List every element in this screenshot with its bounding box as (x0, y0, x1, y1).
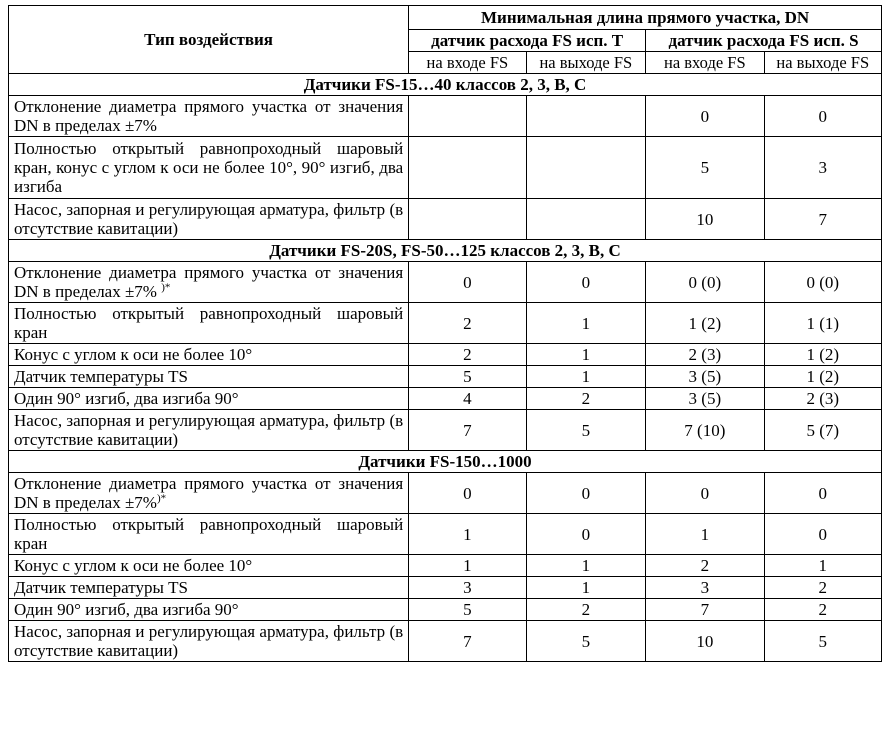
t-outlet-value: 0 (526, 514, 646, 555)
table-row (9, 96, 882, 137)
impact-description (9, 599, 409, 621)
t-inlet-value (409, 96, 526, 137)
s-inlet-value: 2 (646, 555, 764, 577)
s-inlet-value: 1 (2) (646, 303, 764, 344)
impact-description (9, 303, 409, 344)
t-outlet-value: 5 (526, 621, 646, 662)
impact-description (9, 366, 409, 388)
s-outlet-value: 2 (764, 577, 881, 599)
impact-label: Полностью открытый равнопроходный шаровый кран (14, 304, 404, 342)
s-inlet-value: 0 (646, 473, 764, 514)
impact-description (9, 621, 409, 662)
table-row (9, 262, 882, 303)
impact-label: Насос, запорная и регулирующая арматура, фильтр (в отсутствие кавитации) (14, 622, 404, 660)
t-inlet-value: 5 (409, 599, 526, 621)
s-inlet-value: 0 (646, 96, 764, 137)
s-inlet-value: 10 (646, 621, 764, 662)
impact-label: Конус с углом к оси не более 10° (14, 345, 253, 364)
impact-label: Конус с углом к оси не более 10° (14, 556, 253, 575)
s-inlet-value: 7 (646, 599, 764, 621)
impact-label: Отклонение диаметра прямого участка от значения DN в пределах ±7% (14, 263, 404, 301)
header-type: Тип воздействия (9, 6, 409, 74)
straight-run-table (8, 5, 882, 662)
impact-label: Отклонение диаметра прямого участка от значения DN в пределах ±7% (14, 97, 404, 135)
section-header-row (9, 74, 882, 96)
s-inlet-value: 10 (646, 199, 764, 240)
table-body (9, 74, 882, 662)
t-inlet-value: 0 (409, 473, 526, 514)
s-inlet-value: 1 (646, 514, 764, 555)
s-inlet-value: 5 (646, 137, 764, 199)
impact-label: Датчик температуры TS (14, 578, 188, 597)
impact-label: Насос, запорная и регулирующая арматура, фильтр (в отсутствие кавитации) (14, 200, 404, 238)
section-header-row (9, 240, 882, 262)
s-outlet-value: 0 (764, 473, 881, 514)
t-inlet-value (409, 199, 526, 240)
impact-description (9, 137, 409, 199)
impact-description (9, 262, 409, 303)
impact-label: Насос, запорная и регулирующая арматура, фильтр (в отсутствие кавитации) (14, 411, 404, 449)
impact-description (9, 96, 409, 137)
impact-description (9, 410, 409, 451)
s-outlet-value: 5 (764, 621, 881, 662)
table-row (9, 410, 882, 451)
footnote-mark: )* (156, 492, 167, 505)
impact-description (9, 473, 409, 514)
t-outlet-value (526, 137, 646, 199)
header-sensor-s: датчик расхода FS исп. S (646, 30, 882, 52)
section-title: Датчики FS-150…1000 (9, 451, 882, 473)
t-inlet-value: 0 (409, 262, 526, 303)
section-header-row (9, 451, 882, 473)
s-outlet-value: 7 (764, 199, 881, 240)
t-inlet-value: 4 (409, 388, 526, 410)
t-inlet-value: 1 (409, 514, 526, 555)
t-inlet-value: 7 (409, 410, 526, 451)
s-inlet-value: 7 (10) (646, 410, 764, 451)
table-row (9, 599, 882, 621)
t-outlet-value (526, 96, 646, 137)
impact-description (9, 555, 409, 577)
impact-description (9, 577, 409, 599)
table-header (9, 6, 882, 74)
table-row (9, 577, 882, 599)
s-inlet-value: 3 (5) (646, 366, 764, 388)
impact-label: Полностью открытый равнопроходный шаровый кран, конус с углом к оси не более 10°, 90° изгиб, два изгиба (14, 139, 404, 196)
t-outlet-value: 0 (526, 262, 646, 303)
table-row (9, 199, 882, 240)
header-s-outlet: на выходе FS (764, 52, 881, 74)
impact-description (9, 199, 409, 240)
impact-label: Датчик температуры TS (14, 367, 188, 386)
t-inlet-value (409, 137, 526, 199)
s-outlet-value: 0 (764, 96, 881, 137)
table-row (9, 514, 882, 555)
t-inlet-value: 7 (409, 621, 526, 662)
t-outlet-value: 2 (526, 599, 646, 621)
t-outlet-value: 1 (526, 303, 646, 344)
s-outlet-value: 1 (2) (764, 344, 881, 366)
s-outlet-value: 0 (764, 514, 881, 555)
table-row (9, 555, 882, 577)
s-outlet-value: 2 (764, 599, 881, 621)
t-inlet-value: 2 (409, 303, 526, 344)
t-inlet-value: 1 (409, 555, 526, 577)
s-inlet-value: 2 (3) (646, 344, 764, 366)
impact-description (9, 514, 409, 555)
table-row (9, 621, 882, 662)
s-inlet-value: 3 (646, 577, 764, 599)
table-row (9, 388, 882, 410)
t-outlet-value: 1 (526, 577, 646, 599)
section-title: Датчики FS-20S, FS-50…125 классов 2, 3, B, C (9, 240, 882, 262)
t-inlet-value: 5 (409, 366, 526, 388)
t-outlet-value (526, 199, 646, 240)
s-inlet-value: 3 (5) (646, 388, 764, 410)
table-row (9, 473, 882, 514)
s-inlet-value: 0 (0) (646, 262, 764, 303)
t-inlet-value: 2 (409, 344, 526, 366)
impact-description (9, 388, 409, 410)
s-outlet-value: 3 (764, 137, 881, 199)
footnote-mark: )* (161, 281, 171, 294)
s-outlet-value: 2 (3) (764, 388, 881, 410)
s-outlet-value: 1 (1) (764, 303, 881, 344)
section-title: Датчики FS-15…40 классов 2, 3, B, C (9, 74, 882, 96)
t-outlet-value: 5 (526, 410, 646, 451)
s-outlet-value: 1 (2) (764, 366, 881, 388)
header-sensor-t: датчик расхода FS исп. T (409, 30, 646, 52)
header-t-inlet: на входе FS (409, 52, 526, 74)
t-outlet-value: 1 (526, 555, 646, 577)
s-outlet-value: 0 (0) (764, 262, 881, 303)
t-inlet-value: 3 (409, 577, 526, 599)
impact-label: Один 90° изгиб, два изгиба 90° (14, 600, 239, 619)
header-min-length: Минимальная длина прямого участка, DN (409, 6, 882, 30)
s-outlet-value: 1 (764, 555, 881, 577)
s-outlet-value: 5 (7) (764, 410, 881, 451)
table-row (9, 366, 882, 388)
impact-label: Отклонение диаметра прямого участка от значения DN в пределах ±7% (14, 474, 404, 512)
t-outlet-value: 2 (526, 388, 646, 410)
table-row (9, 344, 882, 366)
header-t-outlet: на выходе FS (526, 52, 646, 74)
t-outlet-value: 0 (526, 473, 646, 514)
table-row (9, 137, 882, 199)
impact-label: Один 90° изгиб, два изгиба 90° (14, 389, 239, 408)
t-outlet-value: 1 (526, 366, 646, 388)
impact-label: Полностью открытый равнопроходный шаровый кран (14, 515, 404, 553)
impact-description (9, 344, 409, 366)
header-s-inlet: на входе FS (646, 52, 764, 74)
table-row (9, 303, 882, 344)
t-outlet-value: 1 (526, 344, 646, 366)
